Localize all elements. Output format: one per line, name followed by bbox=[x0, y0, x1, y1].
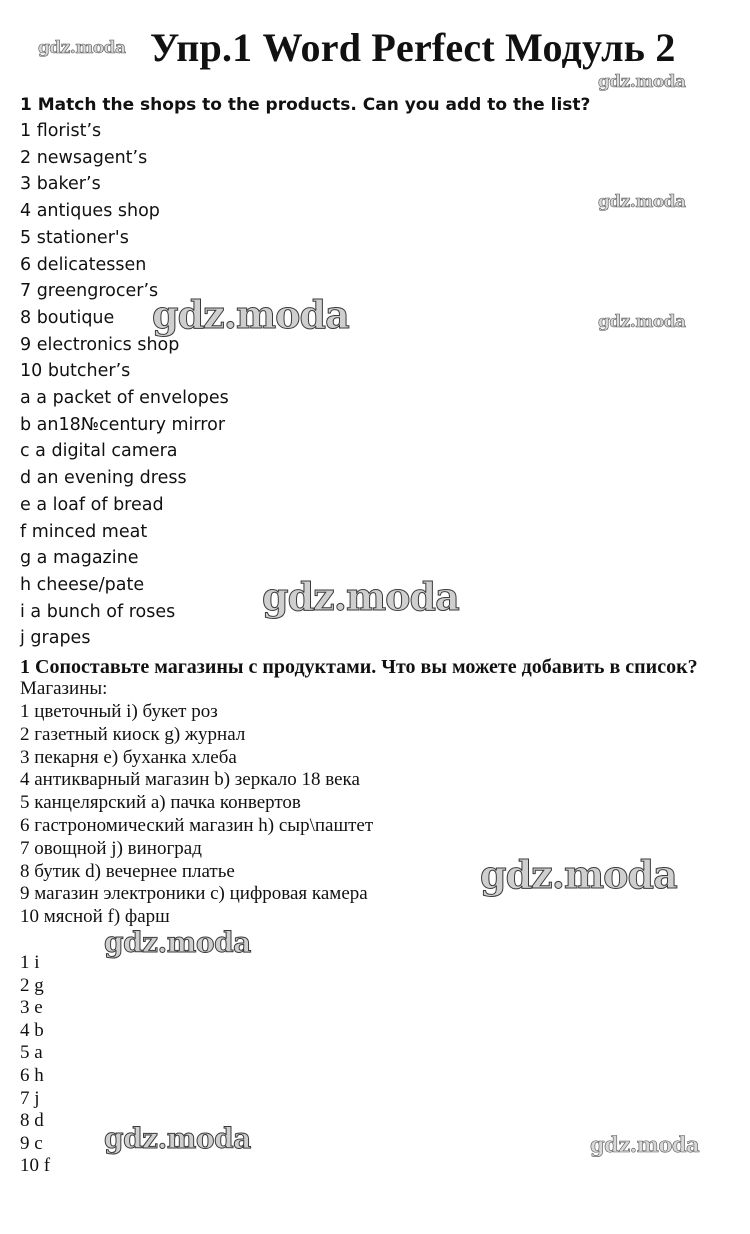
watermark: gdz.moda bbox=[480, 852, 677, 897]
answers-list bbox=[20, 952, 50, 1178]
answer-item: 8 d bbox=[20, 1110, 44, 1132]
shops-products-list-ru bbox=[20, 701, 373, 929]
list-item: 8 бутик d) вечернее платье bbox=[20, 860, 235, 882]
answer-item: 10 f bbox=[20, 1155, 51, 1177]
list-item: 4 антикварный магазин b) зеркало 18 века bbox=[20, 769, 360, 791]
list-item: 10 butcher’s bbox=[20, 361, 131, 382]
list-item: 5 stationer's bbox=[20, 227, 129, 248]
watermark: gdz.moda bbox=[38, 38, 126, 58]
list-item: 6 delicatessen bbox=[20, 254, 147, 275]
answer-item: 1 i bbox=[20, 952, 40, 973]
list-item: 3 пекарня e) буханка хлеба bbox=[20, 746, 237, 768]
shops-products-list-en bbox=[20, 118, 229, 652]
list-item: f minced meat bbox=[20, 521, 148, 542]
list-item: b an18№century mirror bbox=[20, 414, 226, 435]
list-item: a a packet of envelopes bbox=[20, 388, 229, 409]
list-item: 6 гастрономический магазин h) сыр\паштет bbox=[20, 814, 374, 836]
watermark: gdz.moda bbox=[598, 192, 686, 212]
watermark: gdz.moda bbox=[152, 292, 349, 337]
answer-item: 2 g bbox=[20, 974, 44, 996]
watermark: gdz.moda bbox=[590, 1132, 700, 1157]
exercise-heading-ru: 1 Сопоставьте магазины с продуктами. Что вы можете добавить в список? bbox=[20, 656, 698, 678]
list-item: 1 цветочный i) букет роз bbox=[20, 701, 218, 722]
answer-item: 9 c bbox=[20, 1132, 43, 1154]
answer-item: 3 e bbox=[20, 997, 43, 1019]
page-title: Упр.1 Word Perfect Модуль 2 bbox=[150, 25, 676, 70]
list-item: 9 electronics shop bbox=[20, 334, 180, 355]
shops-subheading-ru: Магазины: bbox=[20, 678, 108, 699]
list-item: 2 newsagent’s bbox=[20, 147, 148, 168]
list-item: 7 овощной j) виноград bbox=[20, 837, 202, 859]
list-item: d an evening dress bbox=[20, 468, 187, 489]
exercise-heading-en: 1 Match the shops to the products. Can you add to the list? bbox=[20, 95, 591, 115]
list-item: 5 канцелярский a) пачка конвертов bbox=[20, 792, 301, 814]
list-item: i a bunch of roses bbox=[20, 601, 176, 622]
list-item: 4 antiques shop bbox=[20, 201, 160, 222]
answer-item: 4 b bbox=[20, 1019, 44, 1041]
answer-item: 5 a bbox=[20, 1042, 43, 1064]
list-item: 8 boutique bbox=[20, 307, 115, 328]
list-item: 7 greengrocer’s bbox=[20, 281, 159, 302]
list-item: 10 мясной f) фарш bbox=[20, 906, 170, 928]
list-item: h cheese/pate bbox=[20, 574, 145, 595]
answer-item: 7 j bbox=[20, 1087, 40, 1109]
watermark: gdz.moda bbox=[104, 1122, 251, 1155]
list-item: 9 магазин электроники c) цифровая камера bbox=[20, 883, 368, 905]
watermark: gdz.moda bbox=[598, 72, 686, 92]
list-item: 1 florist’s bbox=[20, 121, 102, 141]
list-item: j grapes bbox=[20, 628, 91, 649]
list-item: c a digital camera bbox=[20, 441, 178, 462]
list-item: g a magazine bbox=[20, 548, 139, 569]
list-item: e a loaf of bread bbox=[20, 494, 164, 515]
list-item: 2 газетный киоск g) журнал bbox=[20, 723, 246, 745]
watermark: gdz.moda bbox=[598, 312, 686, 332]
answer-item: 6 h bbox=[20, 1064, 44, 1086]
watermark: gdz.moda bbox=[262, 574, 459, 619]
list-item: 3 baker’s bbox=[20, 174, 101, 195]
watermark: gdz.moda bbox=[104, 926, 251, 959]
